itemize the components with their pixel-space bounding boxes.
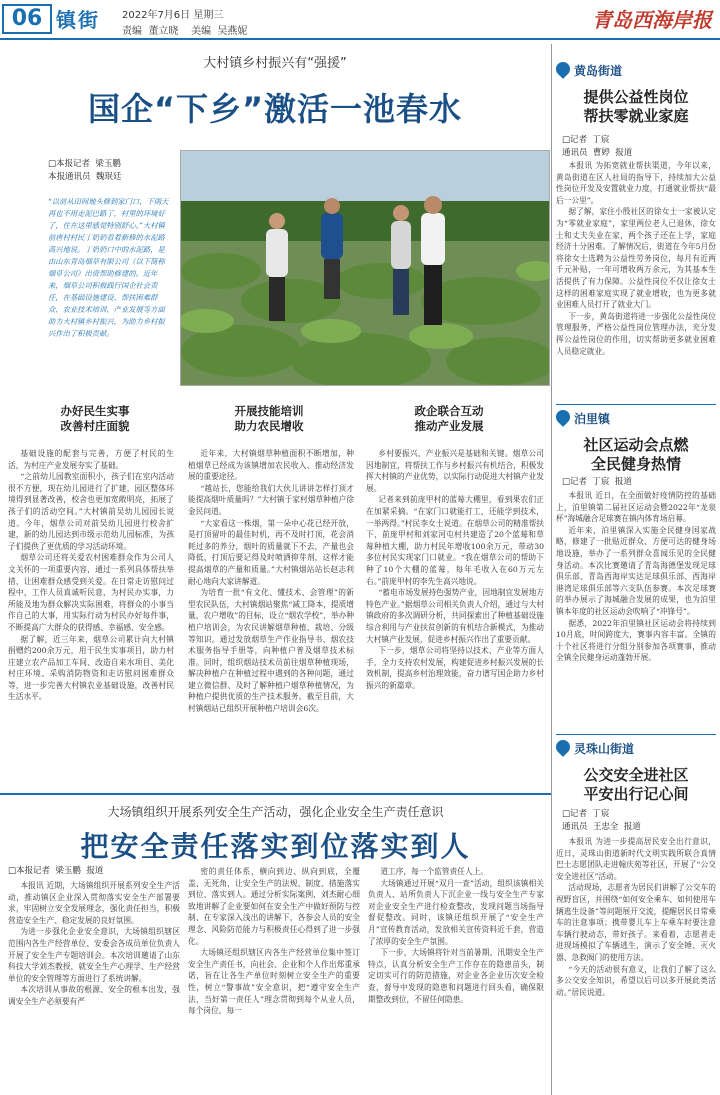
section-title: 镇街 bbox=[56, 8, 100, 32]
location-pin-icon bbox=[553, 407, 573, 427]
paragraph: “大家看这一株烟，第一朵中心花已经开放，是打顶留叶的最佳时机，再不及时打顶，花会消耗过多的养分，烟叶的质量就下不去，产量也会降低，打顶后要记得及时喷洒抑芽剂，这样才能提高烟草的产量和质量。”大村镇烟站站长赵志利耐心地向大家讲解道。 bbox=[188, 518, 354, 586]
subhead-text: 办好民生实事 改善村庄面貌 bbox=[60, 404, 130, 433]
newspaper-logo: 青岛西海岸报 bbox=[592, 8, 712, 32]
article1-lead: “以前从田间地头修到家门口，下雨天再也不用走泥巴路了，村里的环境好了，住在这里感觉特别舒心。”大村镇前唐村村民丁奶奶看着新修的水泥路高兴地说。丁奶奶口中的水泥路，是由山东青岛烟草有限公司（以下简称烟草公司）出资帮助修建的。近年来，烟草公司积极践行国企社会责任，在基础设施建设、帮扶困难群众、农业技术培训、产业发展等方面助力大村镇乡村振兴，为助力乡村振兴作出了积极贡献。 bbox=[48, 197, 169, 338]
sidebar-divider bbox=[556, 734, 716, 735]
article2-headline: 把安全责任落实到位落实到人 bbox=[80, 830, 471, 863]
paragraph: 为进一步强化企业安全意识，大场镇组织辖区范围内各生产经营单位、安委会各成员单位负责人开展了安全生产专题培训会。本次培训邀请了山东科技大学刘杰教授，就安全生产心理学、生产经营单位的安全管理等方面进行了系统讲解。 bbox=[8, 927, 180, 983]
paragraph: 本报讯 近日，在全面做好疫情防控的基础上，泊里镇第二届社区运动会暨2022年“龙泉杯”海城融合足球赛在镇内体育场启幕。 bbox=[556, 491, 716, 524]
article-divider bbox=[0, 793, 551, 795]
paragraph: 据了解，家住小殷社区的徐女士一家被认定为“零就业家庭”，家里两位老人已退休，徐女士和丈夫失业在家，两个孩子还在上学，家庭经济十分困难。了解情况后，街道在今年5月份将徐女士选聘为公益性劳务岗位，每月有近两千元补贴，一年可增收两万余元，为其基本生活提供了有力保障。公益性岗位不仅让徐女士这样的困难家庭实现了就业增收，也为更多就业困难人员打开了就业大门。 bbox=[556, 207, 716, 310]
sidebar-body-3 bbox=[556, 836, 716, 1092]
paragraph: 下一步，黄岛街道将进一步强化公益性岗位管理服务，严格公益性岗位管理办法，充分发挥公益性岗位的作用，切实帮助更多就业困难人员稳定就业。 bbox=[556, 311, 716, 356]
paragraph: “之前幼儿园教室面积小，孩子们在室内活动很不方便，现在幼儿园进行了扩建，园区整体环境得到显著改善，校舍也更加宽敞明亮，拓展了孩子们的活动空间。”大村镇前吴幼儿园园长说道。今年，烟草公司对前吴幼儿园进行校舍扩建，新的幼儿园达到市级示范幼儿园标准，为孩子们提供了更优质的学习活动环境。 bbox=[8, 472, 174, 551]
sidebar-headline-3: 公交安全进社区 平安出行记心间 bbox=[583, 766, 689, 803]
sidebar-byline-1: □记者 丁宸 通讯员 曹婷 报道 bbox=[562, 135, 633, 158]
article1-subhead-1 bbox=[10, 404, 180, 434]
location-pin-icon bbox=[553, 59, 573, 79]
paragraph: 本报讯 为进一步提高居民安全出行意识，近日，灵珠山街道新时代文明实践所联合真情巴士志愿团队走进翰庆苑等社区，开展了“公交安全进社区”活动。 bbox=[556, 837, 716, 881]
paragraph: 近年来，大村镇烟草种植面积不断增加，种植烟草已经成为该镇增加农民收入、推动经济发展的重要途径。 bbox=[188, 449, 354, 482]
paragraph: 为培育一批“有文化、懂技术、会管理”的新型农民队伍，大村镇烟站聚焦“减工降本，提质增量，农户增收”的目标，设立“烟农学校”，举办种植户培训会，为农民讲解烟草种植、栽培、分级等知识。通过发放烟草生产作业指导书、烟农技术服务指导手册等，向种植户普及烟草技术标准。同时，组织烟站技术员前往烟草种植现场，解决种植户在种植过程中遇到的各种问题，通过建立微信群、及时了解种植户烟草种植情况，为种植户提供优质的生产技术服务。截至目前，大村镇烟站已组织开展种植户培训会6次。 bbox=[188, 588, 354, 714]
article2-kicker: 大场镇组织开展系列安全生产活动，强化企业安全生产责任意识 bbox=[107, 805, 444, 819]
paragraph: 基础设施的配套与完善，方便了村民的生活，为村庄产业发展夯实了基础。 bbox=[8, 449, 174, 470]
column-divider bbox=[551, 44, 552, 1095]
subhead-text: 开展技能培训 助力农民增收 bbox=[234, 404, 304, 433]
article1-byline: □本报记者 梁玉鹏 本报通讯员 魏珉廷 bbox=[48, 159, 122, 182]
sidebar-byline-2: □记者 丁宸 报道 bbox=[562, 477, 632, 487]
sidebar-byline-3: □记者 丁宸 通讯员 王忠全 报道 bbox=[562, 809, 641, 832]
paragraph: 烟草公司还将关爱农村困难群众作为公司人文关怀的一项重要内容，通过一系列具体帮扶举措，让困难群众感受到关爱。在日常走访慰问过程中，工作人员真诚听民意，为村民办实事，力所能及地为群众解决实际困难，将群众的小事当作自己的大事，用实际行动为村民办好每件事，不断提高广大群众的获得感、幸福感、安全感。 bbox=[8, 553, 174, 632]
article1-subhead-3 bbox=[364, 404, 534, 434]
article1-column-3 bbox=[366, 448, 544, 783]
sidebar-location-2: 泊里镇 bbox=[574, 412, 611, 426]
page-header bbox=[0, 0, 720, 40]
editors: 责编 董立晓 美编 吴燕妮 bbox=[122, 26, 248, 37]
paragraph: 道工序，每一个监管责任人上。 bbox=[380, 867, 488, 876]
paragraph: 大场镇通过开展“双月一查”活动，组织该镇相关负责人、站所负责人下沉企业一线与安全生产专家对企业安全生产进行检查整改，发现问题当场指导督促整改。同时，该镇还组织开展了“安全生产月”宣传教育活动，发放相关宣传资料近千套，营造了浓厚的安全生产氛围。 bbox=[368, 878, 544, 946]
paragraph: 记者来到前庞甲村的蓝莓大棚里，看到果农们正在加紧采摘。“在家门口就能打工，还能学到技术，一举两得。”村民李女士说道。在烟草公司的精准帮扶下，前庞甲村和刘家河屯村共建造了20个蓝莓和草莓种植大棚，助力村民年增收100余万元，带动30多位村民实现家门口就业。“我在烟草公司的帮助下种了10个大棚的蓝莓，每年毛收入在60万元左右。”前庞甲村的李先生高兴地说。 bbox=[366, 495, 544, 586]
paragraph: 下一步，大场镇将针对当前暑期、汛期安全生产特点，认真分析安全生产工作存在的隐患苗头，制定切实可行的防范措施，对企业各企业历次安全检查，督导中发现的隐患和问题进行回头看，确保限期整改到位，不留任何隐患。 bbox=[368, 948, 544, 1004]
paragraph: 本报讯 近期，大场镇组织开展系列安全生产活动，推动镇区企业深入贯彻落实安全生产部署要求，牢固树立安全发展理念，强化责任担当，积极营造安全生产、稳定发展的良好氛围。 bbox=[8, 881, 180, 925]
dateline: 2022年7月6日 星期三 bbox=[122, 10, 224, 21]
paragraph: 活动现场，志愿者为居民们讲解了公交车的视野盲区，并围绕“如何安全乘车、如何使用车辆逃生设备”等问题展开交流，提醒居民日常乘车的注意事项；携带婴儿车上车乘车时要注意车辆行驶动态，带好孩子。来看着，志愿者走进现场模拟了车辆逃生，演示了安全锤、灭火器、急救阀门的使用方法。 bbox=[556, 883, 716, 962]
location-pin-icon bbox=[553, 737, 573, 757]
sidebar-headline-2: 社区运动会点燃 全民健身热情 bbox=[583, 436, 689, 473]
paragraph: 本次培训从事故的根源、安全的根本出发，强调安全生产必须要有严 bbox=[8, 985, 180, 1006]
paragraph: 下一步，烟草公司将坚持以技术、产业等方面人手，全力支持农村发展，构建促进乡村振兴发展的长效机制，提高乡村治理效能，奋力谱写国企助力乡村振兴的新篇章。 bbox=[366, 646, 544, 690]
sidebar-headline-1: 提供公益性岗位 帮扶零就业家庭 bbox=[583, 88, 689, 125]
article1-photo bbox=[180, 150, 550, 386]
article1-column-2 bbox=[188, 448, 354, 783]
paragraph: “越站长，您能给我们大伙儿讲讲怎样打顶才能提高烟叶质量吗？”大村镇于家村烟草种植户徐金民问道。 bbox=[188, 483, 354, 516]
article2-column-2 bbox=[188, 866, 360, 1092]
paragraph: “今天的活动很有意义，让我们了解了这么多公交安全知识，希望以后可以多开展此类活动。”居民说道。 bbox=[556, 964, 716, 997]
article2-byline: □本报记者 梁玉鹏 报道 bbox=[8, 866, 104, 876]
sidebar-body-2 bbox=[556, 490, 716, 730]
article2-column-1 bbox=[8, 880, 180, 1092]
page-number: 06 bbox=[2, 4, 52, 34]
paragraph: “蓄电市场发展持色强势产业，因地制宜发展地方特色产业。”据烟草公司相关负责人介绍，通过与大村镇政府的多次调研分析，共同探索出了种植基础设施综合利用与产业扶贫创新的有机结合新模式，为推动大村镇产业发展，促进乡村振兴作出了重要贡献。 bbox=[366, 588, 544, 644]
paragraph: 大场镇还组织辖区内各生产经营单位集中签订安全生产责任书，向社会、企业和个人作出郑重承诺，旨在让各生产单位时刻树立安全生产的重要性，树立“警事故”安全意识，把“遵守安全生产法，当好第一责任人”理念贯彻到每个从业人员，每个岗位，每一 bbox=[188, 948, 360, 1016]
article1-subhead-2 bbox=[184, 404, 354, 434]
paragraph: 近年来，泊里镇深入实施全民健身国家战略，修建了一批贴近群众、方便可达的健身场地设施，举办了一系列群众喜闻乐见的全民健身活动。本次比赛邀请了青岛海德堡发现足球俱乐部、青岛西海岸实达足球俱乐部、西海岸港湾足球俱乐部等六支队伍参赛。本次足球赛的举办展示了海城融合发展的成果，也为泊里镇本年度的社区运动会吹响了“冲锋号”。 bbox=[556, 525, 716, 616]
sidebar-location-1: 黄岛街道 bbox=[574, 64, 623, 78]
paragraph: 据了解，近三年来，烟草公司累计向大村镇捐赠约200余万元，用于民生实事项目，助力村庄建立农产品加工车间、改造自来水项目、美化村庄环境、采购消防物资和走访慰问困难群众等，进一步完善大村镇农业基础设施，改善村民生活水平。 bbox=[8, 634, 174, 702]
paragraph: 密的责任体系，横向到边、纵向到底，全覆盖、无死角，让安全生产的法规、制度、措施落实到位、落实到人。通过分析实际案例，刘杰耐心细致地讲解了企业要如何在安全生产中做好预防与控制、在专家深入浅出的讲解下，各参会人员的安全理念、风险防范能力与积极责任心得到了进一步强化。 bbox=[188, 867, 360, 946]
paragraph: 据悉，2022年泊里镇社区运动会将持续到10月底，时间跨度大，赛事内容丰富。全镇的十个社区将进行分组分别参加各项赛事，推动全镇全民健身运动蓬勃开展。 bbox=[556, 618, 716, 663]
article2-column-3 bbox=[368, 866, 544, 1092]
article1-column-1 bbox=[8, 448, 174, 783]
sidebar-location-3: 灵珠山街道 bbox=[574, 742, 635, 756]
paragraph: 乡村要振兴，产业振兴是基础和关键。烟草公司因地制宜，将帮扶工作与乡村振兴有机结合，积极发挥大村镇的产业优势，以实际行动促进大村镇产业发展。 bbox=[366, 449, 544, 493]
paragraph: 本报讯 为拓宽就业帮扶渠道，今年以来，黄岛街道在区人社局的指导下，持续加大公益性岗位开发及安置就业力度，打通就业帮扶“最后一公里”。 bbox=[556, 161, 716, 205]
article1-kicker: 大村镇乡村振兴有“强援” bbox=[203, 56, 347, 71]
subhead-text: 政企联合互动 推动产业发展 bbox=[414, 404, 484, 433]
sidebar-divider bbox=[556, 404, 716, 405]
sidebar-body-1 bbox=[556, 160, 716, 400]
field-photo-illustration bbox=[181, 151, 550, 386]
article1-headline: 国企“下乡”激活一池春水 bbox=[87, 90, 463, 128]
